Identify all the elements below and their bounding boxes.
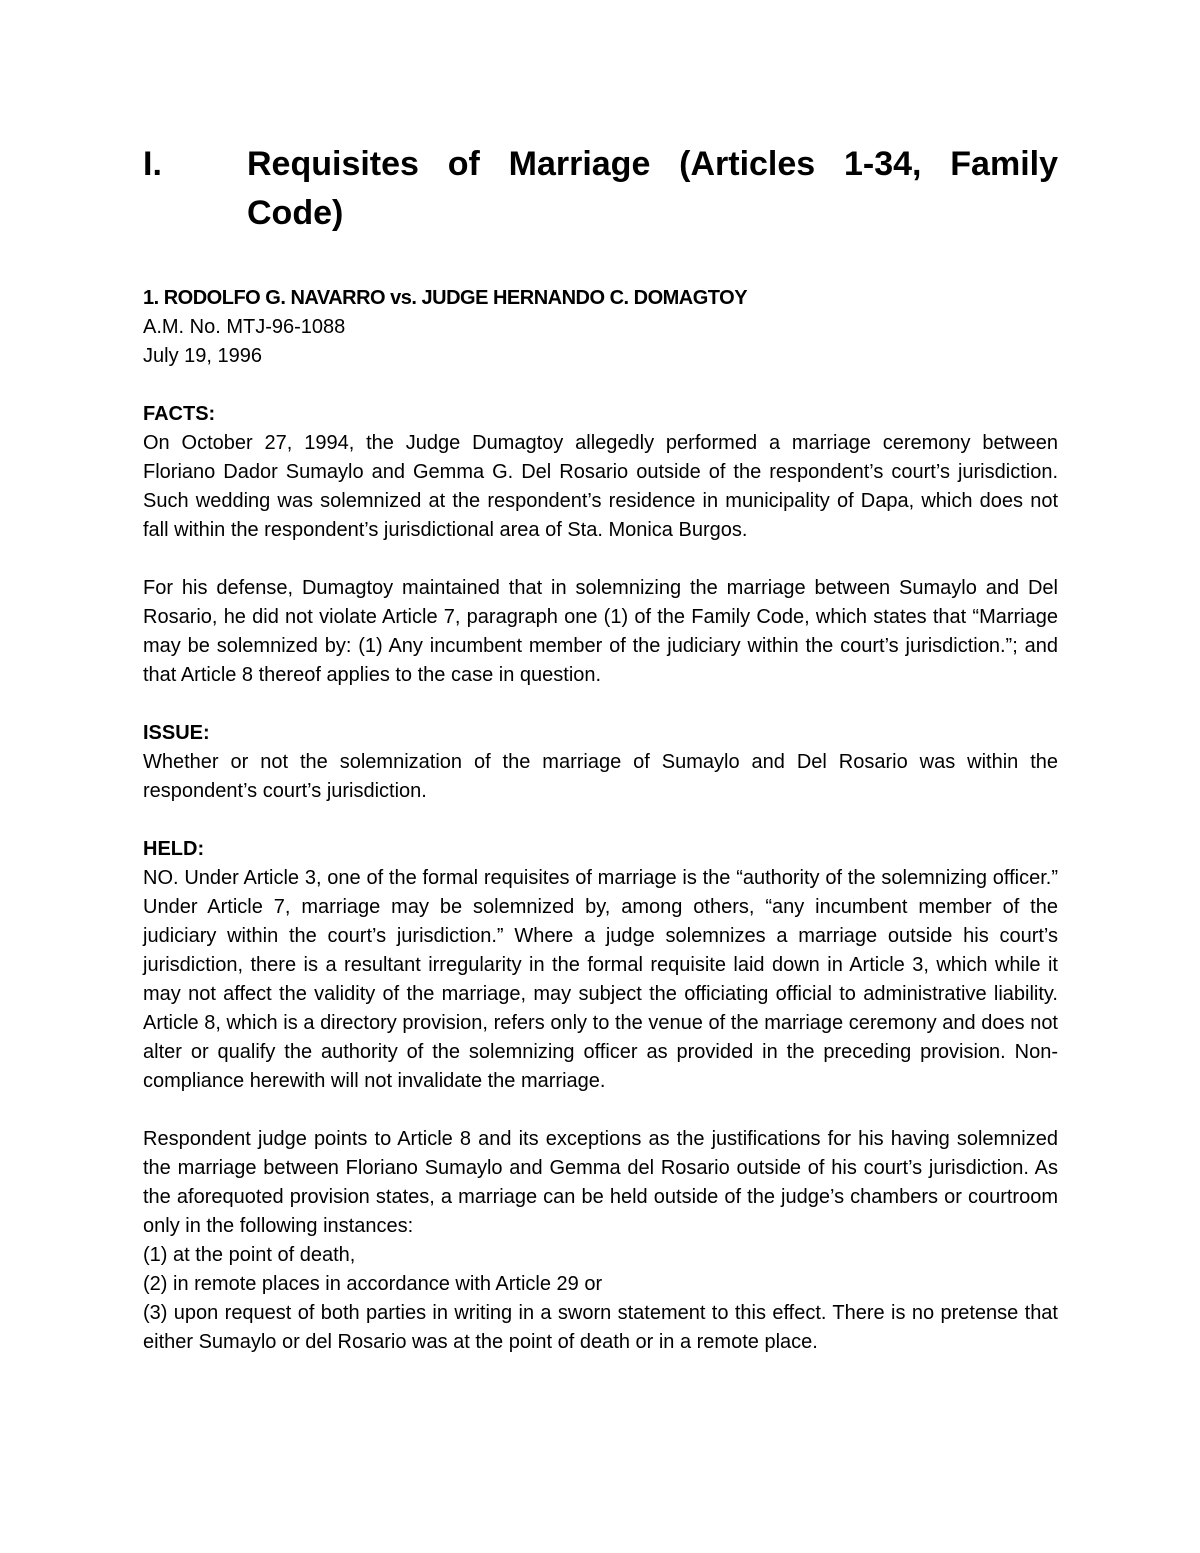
held-paragraph-2: Respondent judge points to Article 8 and its exceptions as the justifications for his having solemnized the marriage between Floriano Sumaylo and Gemma del Rosario outside of his court’s jurisdiction. As the aforequoted provision states, a marriage can be held outside of the judge’s chambers or courtroom only in the following instances: <box>143 1128 1058 1237</box>
document-page <box>143 140 1058 1357</box>
case-title: 1. RODOLFO G. NAVARRO vs. JUDGE HERNANDO C. DOMAGTOY <box>143 287 748 309</box>
list-item: (2) in remote places in accordance with Article 29 or <box>143 1273 603 1295</box>
held-paragraph-1: NO. Under Article 3, one of the formal requisites of marriage is the “authority of the solemnizing officer.” Under Article 7, marriage may be solemnized by, among others, “any incumbent member of the judiciary within the court’s jurisdiction.” Where a judge solemnizes a marriage outside his court’s jurisdiction, there is a resultant irregularity in the formal requisite laid down in Article 3, which while it may not affect the validity of the marriage, may subject the officiating official to administrative liability. Article 8, which is a directory provision, refers only to the venue of the marriage ceremony and does not alter or qualify the authority of the solemnizing officer as provided in the preceding provision. Non-compliance herewith will not invalidate the marriage. <box>143 867 1058 1092</box>
facts-paragraph-2: For his defense, Dumagtoy maintained that in solemnizing the marriage between Sumaylo and Del Rosario, he did not violate Article 7, paragraph one (1) of the Family Code, which states that “Marriage may be solemnized by: (1) Any incumbent member of the judiciary within the court’s jurisdiction.”; and that Article 8 thereof applies to the case in question. <box>143 577 1058 686</box>
issue-paragraph: Whether or not the solemnization of the marriage of Sumaylo and Del Rosario was within the respondent’s court’s jurisdiction. <box>143 751 1058 802</box>
facts-label: FACTS: <box>143 403 216 425</box>
facts-paragraph-1: On October 27, 1994, the Judge Dumagtoy allegedly performed a marriage ceremony between Floriano Dador Sumaylo and Gemma G. Del Rosario outside of the respondent’s court’s jurisdiction. Such wedding was solemnized at the respondent’s residence in municipality of Dapa, which does not fall within the respondent’s jurisdictional area of Sta. Monica Burgos. <box>143 432 1058 541</box>
issue-label: ISSUE: <box>143 722 210 744</box>
case-date: July 19, 1996 <box>143 345 262 367</box>
case-am-number: A.M. No. MTJ-96-1088 <box>143 316 346 338</box>
held-label: HELD: <box>143 838 205 860</box>
list-item: (3) upon request of both parties in writing in a sworn statement to this effect. There is no pretense that either Sumaylo or del Rosario was at the point of death or in a remote place. <box>143 1302 1058 1353</box>
section-heading <box>143 140 1058 238</box>
heading-title: Requisites of Marriage (Articles 1-34, Family Code) <box>247 145 1058 232</box>
heading-number: I. <box>143 145 162 183</box>
list-item: (1) at the point of death, <box>143 1244 356 1266</box>
